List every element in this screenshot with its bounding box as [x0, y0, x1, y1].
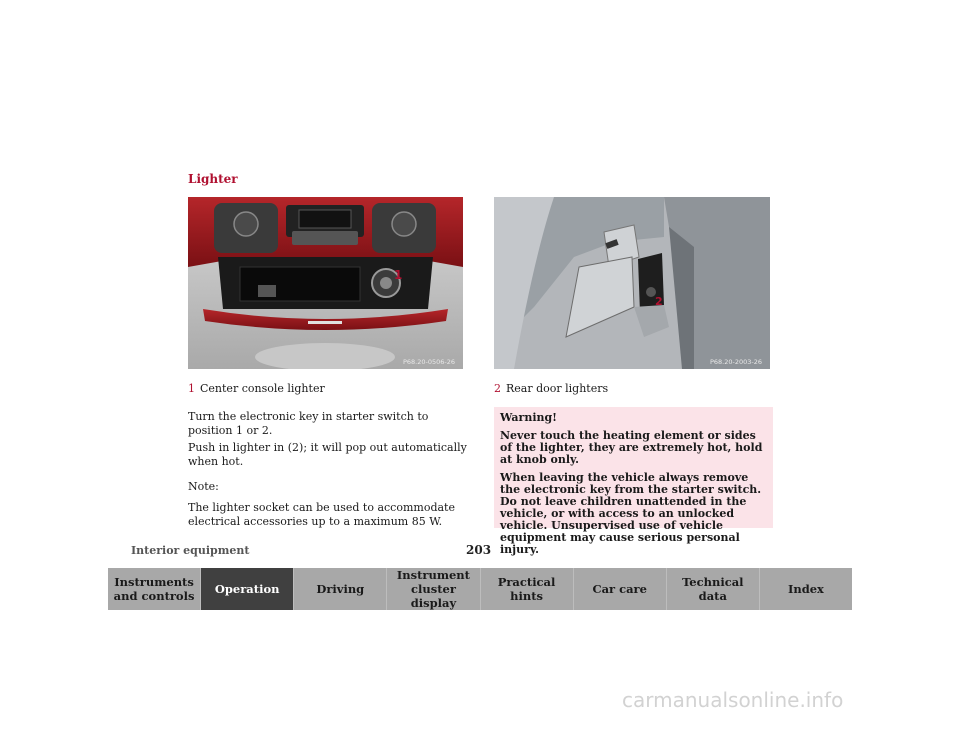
tab-instruments-and-controls[interactable]: Instruments and controls	[108, 568, 200, 610]
caption-rear-door	[494, 382, 608, 395]
warning-paragraph: When leaving the vehicle always remove the electronic key from the starter switch. Do not leave children unattended in the vehicle, or with access to an unlocked vehicle. Unsupervised use of vehicle equipment may cause serious personal injury.	[500, 471, 762, 556]
tab-index[interactable]: Index	[759, 568, 852, 610]
warning-box	[494, 407, 773, 556]
page-number: 203	[466, 543, 492, 557]
caption-center-console	[188, 382, 325, 395]
instruction-paragraph: Turn the electronic key in starter switch to position 1 or 2.	[188, 410, 429, 437]
caption-text: Center console lighter	[200, 382, 325, 395]
tab-driving[interactable]: Driving	[293, 568, 386, 610]
rear-door-figure	[494, 197, 770, 369]
caption-text: Rear door lighters	[506, 382, 609, 395]
note-label: Note:	[188, 480, 219, 493]
callout-1: 1	[394, 268, 403, 282]
caption-number: 2	[494, 382, 501, 395]
figure-code: P68.20-0506-26	[402, 358, 455, 366]
callout-2: 2	[655, 295, 663, 308]
tab-operation[interactable]: Operation	[200, 568, 293, 610]
section-title: Lighter	[188, 172, 238, 186]
section-footer: Interior equipment	[131, 544, 250, 557]
tab-car-care[interactable]: Car care	[573, 568, 666, 610]
tab-instrument-cluster-display[interactable]: Instrument cluster display	[386, 568, 479, 610]
instruction-paragraph: Push in lighter in (2); it will pop out automatically when hot.	[188, 441, 467, 468]
figure-code: P68.20-2003-26	[709, 358, 762, 366]
tab-practical-hints[interactable]: Practical hints	[480, 568, 573, 610]
note-text: The lighter socket can be used to accommodate electrical accessories up to a maximum 85 W.	[188, 501, 455, 528]
tab-technical-data[interactable]: Technical data	[666, 568, 759, 610]
warning-paragraph: Never touch the heating element or sides of the lighter, they are extremely hot, hold at knob only.	[500, 429, 763, 466]
chapter-nav	[108, 568, 852, 610]
warning-title: Warning!	[500, 411, 558, 424]
watermark: carmanualsonline.info	[622, 688, 844, 712]
center-console-figure	[188, 197, 463, 369]
caption-number: 1	[188, 382, 195, 395]
